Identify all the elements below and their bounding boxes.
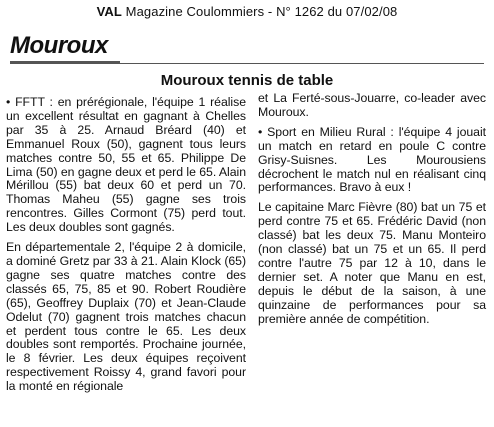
article-left-column <box>6 96 246 400</box>
section-rule <box>10 63 484 64</box>
article-paragraph: et La Ferté-sous-Jouarre, co-leader avec Mouroux. <box>258 91 486 119</box>
section-heading <box>10 32 116 64</box>
article-paragraph: • Sport en Milieu Rural : l'équipe 4 jouait un match en retard en poule C contre Grisy-Suisnes. Les Mourousiens décrochent le match nul en réalisant cinq performances. Bravo à eux ! <box>258 124 486 195</box>
publication-header <box>0 4 494 19</box>
publication-name: VAL <box>96 4 122 19</box>
article-paragraph: En départementale 2, l'équipe 2 à domicile, a dominé Gretz par 33 à 21. Alain Klock (65) gagne ses quatre matches contre des classés 65, 75, 85 et 90. Robert Roudière (65), Geoffrey Duplaix (70) et Jean-Claude Odelut (70) gagnent trois matches chacun et perdent tous contre le 65. Les deux doubles sont remportés. Prochaine journée, le 8 février. Les deux équipes reçoivent respectivement Roissy 4, grand favori pour la monté en régionale <box>6 240 246 394</box>
section-title: Mouroux <box>10 32 108 59</box>
publication-issue: Magazine Coulommiers - N° 1262 du 07/02/08 <box>121 4 398 19</box>
article-paragraph: Le capitaine Marc Fièvre (80) bat un 75 et perd contre 75 et 65. Frédéric David (non classé) bat les deux 75. Manu Monteiro (non classé) bat un 75 et un 65. Il perd contre l'autre 75 par 12 à 10, dans le dernier set. A noter que Manu en est, depuis le début de la saison, à une quinzaine de performances pour sa première année de compétition. <box>258 200 486 326</box>
article-title: Mouroux tennis de table <box>160 72 334 89</box>
article-right-column <box>258 92 486 333</box>
article-paragraph: • FFTT : en prérégionale, l'équipe 1 réalise un excellent résultat en gagnant à Chelles par 35 à 25. Arnaud Bréard (40) et Emmanuel Roux (50), gagnent tous leurs matches contre 50, 55 et 65. Philippe De Lima (50) en gagne deux et perd le 65. Alain Mérillou (55) bat deux 60 et perd un 70. Thomas Maheu (55) gagne ses trois rencontres. Gilles Cormont (75) perd tout. Les deux doubles sont gagnés. <box>6 95 246 235</box>
